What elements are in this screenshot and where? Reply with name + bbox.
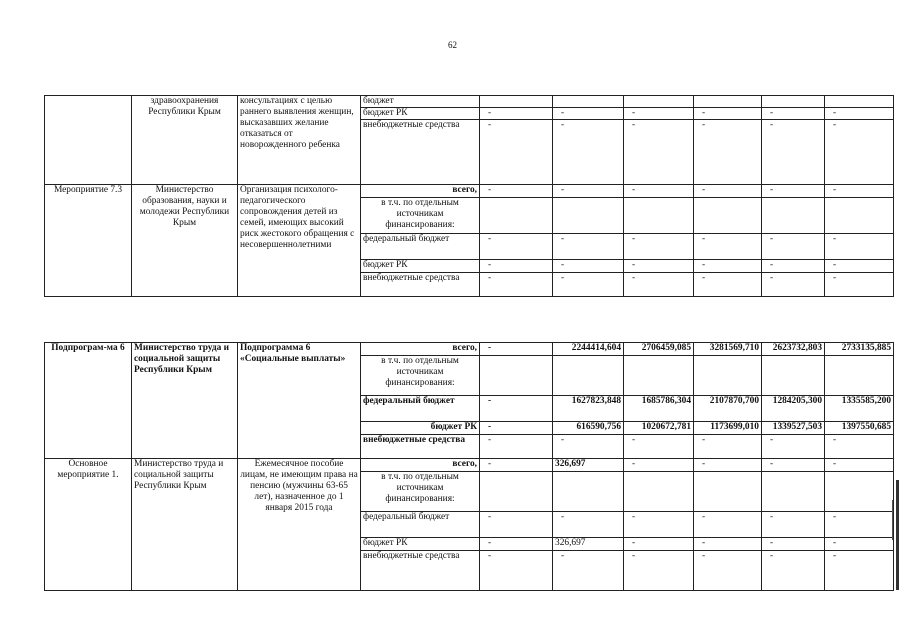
value-cell: - xyxy=(825,108,894,120)
value-cell: - xyxy=(624,260,694,273)
value-cell xyxy=(624,472,694,512)
value-cell: - xyxy=(480,185,553,198)
value-cell xyxy=(825,472,894,512)
value-cell: 2733135,885 xyxy=(825,343,894,356)
value-cell: - xyxy=(694,234,762,260)
value-cell: - xyxy=(553,435,624,459)
value-cell xyxy=(825,356,894,396)
value-cell: - xyxy=(694,512,762,538)
funding-source-cell: бюджет РК xyxy=(361,538,480,551)
value-cell xyxy=(762,356,825,396)
value-cell: 616590,756 xyxy=(553,422,624,435)
value-cell: - xyxy=(762,120,825,185)
value-cell: - xyxy=(553,234,624,260)
value-cell: - xyxy=(624,512,694,538)
value-cell: - xyxy=(480,396,553,422)
value-cell: - xyxy=(762,512,825,538)
value-cell xyxy=(762,198,825,234)
value-cell: 2623732,803 xyxy=(762,343,825,356)
value-cell xyxy=(624,356,694,396)
funding-source-cell: бюджет xyxy=(361,96,480,108)
value-cell: - xyxy=(825,120,894,185)
value-cell: - xyxy=(480,108,553,120)
value-cell: 1627823,848 xyxy=(553,396,624,422)
subprogram-name-cell: Подпрограм-ма 6 xyxy=(45,343,132,459)
value-cell: - xyxy=(553,512,624,538)
value-cell: - xyxy=(825,551,894,591)
value-cell: - xyxy=(762,538,825,551)
program-table-part1 xyxy=(44,95,894,297)
value-cell: 1397550,685 xyxy=(825,422,894,435)
value-cell: - xyxy=(624,185,694,198)
value-cell: - xyxy=(825,459,894,472)
value-cell: 1284205,300 xyxy=(762,396,825,422)
executor-cell: Министерство труда и социальной защиты Республики Крым xyxy=(132,459,238,591)
value-cell: - xyxy=(694,108,762,120)
funding-source-cell: внебюджетные средства xyxy=(361,120,480,185)
funding-source-cell: внебюджетные средства xyxy=(361,435,480,459)
value-cell: - xyxy=(553,120,624,185)
funding-source-cell: федеральный бюджет xyxy=(361,396,480,422)
value-cell: - xyxy=(825,435,894,459)
value-cell: - xyxy=(553,108,624,120)
value-cell: 1173699,010 xyxy=(694,422,762,435)
value-cell xyxy=(553,198,624,234)
funding-source-cell: федеральный бюджет xyxy=(361,512,480,538)
program-table-part2 xyxy=(44,342,894,591)
value-cell: - xyxy=(762,273,825,297)
value-cell: - xyxy=(480,273,553,297)
value-cell: - xyxy=(825,273,894,297)
value-cell: - xyxy=(624,435,694,459)
value-cell xyxy=(624,198,694,234)
measure-name-cell: Мероприятие 7.3 xyxy=(45,185,132,297)
value-cell: - xyxy=(480,459,553,472)
value-cell: 2244414,604 xyxy=(553,343,624,356)
value-cell: - xyxy=(694,260,762,273)
value-cell: - xyxy=(624,538,694,551)
value-cell xyxy=(694,356,762,396)
value-cell: 326,697 xyxy=(553,459,624,472)
value-cell xyxy=(762,472,825,512)
value-cell: 2706459,085 xyxy=(624,343,694,356)
value-cell: 3281569,710 xyxy=(694,343,762,356)
funding-source-cell: бюджет РК xyxy=(361,108,480,120)
value-cell: - xyxy=(825,234,894,260)
funding-source-cell: всего, xyxy=(361,185,480,198)
value-cell: - xyxy=(825,538,894,551)
value-cell: - xyxy=(762,459,825,472)
value-cell xyxy=(553,472,624,512)
executor-cell: здравоохранения Республики Крым xyxy=(132,96,238,185)
value-cell: 326,697 xyxy=(553,538,624,551)
value-cell xyxy=(553,96,624,108)
funding-source-cell: в т.ч. по отдельным источникам финансирования: xyxy=(361,198,480,234)
measure-description-cell: Ежемесячное пособие лицам, не имеющим права на пенсию (мужчины 63-65 лет), назначенное до 1 января 2015 года xyxy=(238,459,361,591)
page-number: 62 xyxy=(448,40,457,50)
value-cell: - xyxy=(694,459,762,472)
funding-source-cell: бюджет РК xyxy=(361,422,480,435)
value-cell xyxy=(825,198,894,234)
value-cell: - xyxy=(480,343,553,356)
subprogram-description-cell: Подпрограмма 6 «Социальные выплаты» xyxy=(238,343,361,459)
value-cell xyxy=(480,472,553,512)
executor-cell: Министерство труда и социальной защиты Республики Крым xyxy=(132,343,238,459)
measure-name-cell: Основное мероприятие 1. xyxy=(45,459,132,591)
value-cell xyxy=(480,198,553,234)
value-cell: - xyxy=(480,422,553,435)
value-cell xyxy=(624,96,694,108)
funding-source-cell: бюджет РК xyxy=(361,260,480,273)
value-cell xyxy=(480,356,553,396)
value-cell: - xyxy=(825,260,894,273)
value-cell xyxy=(694,96,762,108)
value-cell: - xyxy=(694,185,762,198)
measure-name-cell xyxy=(45,96,132,185)
measure-description-cell: Организация психолого-педагогического сопровождения детей из семей, имеющих высокий риск жестокого обращения с несовершеннолетними xyxy=(238,185,361,297)
funding-source-cell: внебюджетные средства xyxy=(361,551,480,591)
value-cell: 1339527,503 xyxy=(762,422,825,435)
value-cell: - xyxy=(762,260,825,273)
value-cell: - xyxy=(825,512,894,538)
table-row xyxy=(45,343,894,356)
value-cell: - xyxy=(553,185,624,198)
value-cell: 1335585,200 xyxy=(825,396,894,422)
funding-source-cell: в т.ч. по отдельным источникам финансирования: xyxy=(361,472,480,512)
value-cell: - xyxy=(624,551,694,591)
table-row xyxy=(45,185,894,198)
value-cell xyxy=(694,198,762,234)
value-cell: - xyxy=(762,185,825,198)
scan-edge-mark xyxy=(892,500,893,540)
funding-source-cell: внебюджетные средства xyxy=(361,273,480,297)
value-cell: - xyxy=(624,108,694,120)
value-cell: - xyxy=(694,273,762,297)
value-cell: - xyxy=(762,108,825,120)
value-cell: - xyxy=(624,234,694,260)
funding-source-cell: всего, xyxy=(361,459,480,472)
table-row xyxy=(45,459,894,472)
measure-description-cell: консультациях с целью раннего выявления женщин, высказавших желание отказаться от новорожденного ребенка xyxy=(238,96,361,185)
value-cell: - xyxy=(694,120,762,185)
value-cell: - xyxy=(553,260,624,273)
value-cell: - xyxy=(624,273,694,297)
value-cell: - xyxy=(480,234,553,260)
value-cell: - xyxy=(553,273,624,297)
value-cell: - xyxy=(694,435,762,459)
value-cell: - xyxy=(624,459,694,472)
executor-cell: Министерство образования, науки и молодежи Республики Крым xyxy=(132,185,238,297)
value-cell xyxy=(762,96,825,108)
funding-source-cell: федеральный бюджет xyxy=(361,234,480,260)
value-cell: - xyxy=(762,234,825,260)
value-cell: - xyxy=(480,538,553,551)
value-cell: 2107870,700 xyxy=(694,396,762,422)
value-cell: - xyxy=(480,435,553,459)
value-cell: - xyxy=(480,120,553,185)
value-cell: - xyxy=(553,551,624,591)
value-cell: - xyxy=(762,551,825,591)
value-cell: - xyxy=(694,551,762,591)
value-cell: - xyxy=(480,260,553,273)
value-cell: - xyxy=(762,435,825,459)
value-cell: 1020672,781 xyxy=(624,422,694,435)
value-cell xyxy=(553,356,624,396)
funding-source-cell: всего, xyxy=(361,343,480,356)
value-cell xyxy=(694,472,762,512)
value-cell xyxy=(480,96,553,108)
value-cell: 1685786,304 xyxy=(624,396,694,422)
value-cell: - xyxy=(480,512,553,538)
funding-source-cell: в т.ч. по отдельным источникам финансирования: xyxy=(361,356,480,396)
value-cell: - xyxy=(480,551,553,591)
value-cell: - xyxy=(825,185,894,198)
scan-edge-mark xyxy=(896,480,899,590)
value-cell: - xyxy=(624,120,694,185)
table-row xyxy=(45,96,894,108)
value-cell: - xyxy=(694,538,762,551)
value-cell xyxy=(825,96,894,108)
